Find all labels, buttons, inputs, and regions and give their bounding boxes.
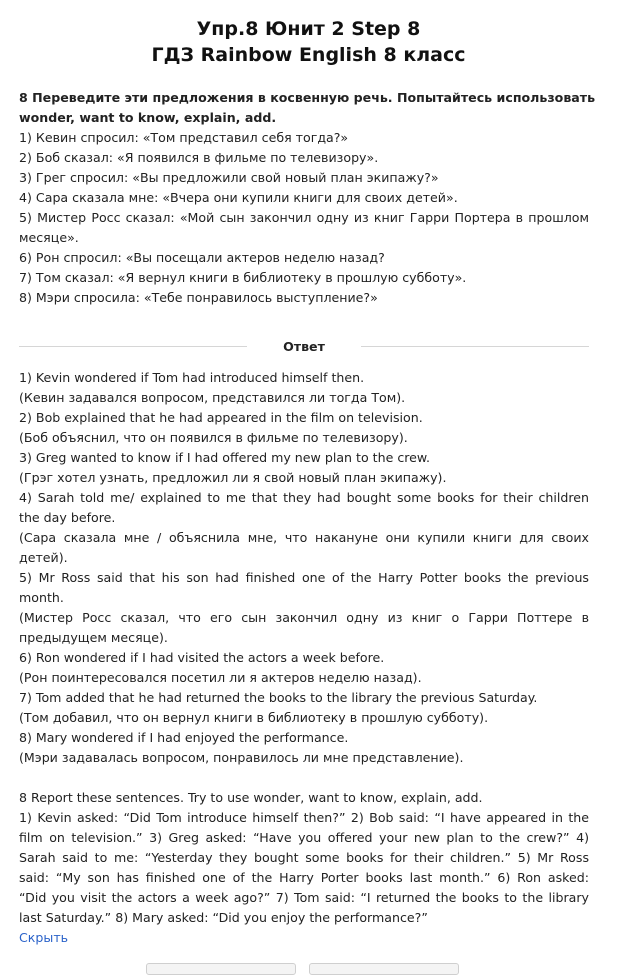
bottom-nav-tab-right[interactable] [309, 963, 459, 975]
task-item: 1) Кевин спросил: «Том представил себя тогда?» [19, 130, 349, 145]
answer-line: (Рон поинтересовался посетил ли я актеров неделю назад). [19, 670, 422, 685]
answer-divider [19, 336, 589, 358]
divider-rule-right [361, 346, 589, 347]
answer-line: 6) Ron wondered if I had visited the actors a week before. [19, 650, 385, 665]
page-title-line-1: Упр.8 Юнит 2 Step 8 [196, 18, 421, 40]
answer-line: (Кевин задавался вопросом, представился ли тогда Том). [19, 390, 406, 405]
page-title-line-2: ГДЗ Rainbow English 8 класс [151, 44, 466, 66]
hide-link[interactable]: Скрыть [19, 930, 69, 945]
task-instruction-line-2: wonder, want to know, explain, add. [19, 110, 277, 125]
original-line: film on television.” 3) Greg asked: “Have you offered your new plan to the crew?” 4) [19, 830, 589, 845]
original-line: 1) Kevin asked: “Did Tom introduce himself then?” 2) Bob said: “I have appeared in the [19, 810, 589, 825]
original-line: “Did you visit the actors a week ago?” 7) Tom said: “I returned the books to the library [19, 890, 589, 905]
answer-line: предыдущем месяце). [19, 630, 168, 645]
answer-line: 2) Bob explained that he had appeared in the film on television. [19, 410, 423, 425]
answer-line: 4) Sarah told me/ explained to me that they had bought some books for their children [19, 490, 589, 505]
task-item: 4) Сара сказала мне: «Вчера они купили книги для своих детей». [19, 190, 458, 205]
task-item: 8) Мэри спросила: «Тебе понравилось выступление?» [19, 290, 378, 305]
original-line: said: “My son has finished one of the Harry Porter books last month.” 6) Ron asked: [19, 870, 589, 885]
answer-heading: Ответ [283, 339, 325, 354]
answer-line: the day before. [19, 510, 116, 525]
task-item: 6) Рон спросил: «Вы посещали актеров неделю назад? [19, 250, 385, 265]
answer-line: month. [19, 590, 64, 605]
original-task-block [19, 788, 589, 928]
answer-line: 8) Mary wondered if I had enjoyed the performance. [19, 730, 349, 745]
answer-line: детей). [19, 550, 68, 565]
answer-line: (Сара сказала мне / объяснила мне, что накануне они купили книги для своих [19, 530, 589, 545]
answer-line: (Мэри задавалась вопросом, понравилось ли мне представление). [19, 750, 464, 765]
answer-line: 3) Greg wanted to know if I had offered my new plan to the crew. [19, 450, 431, 465]
answer-line: 5) Mr Ross said that his son had finished one of the Harry Potter books the previous [19, 570, 589, 585]
task-item: 2) Боб сказал: «Я появился в фильме по телевизору». [19, 150, 379, 165]
task-block [19, 88, 596, 308]
original-line: 8 Report these sentences. Try to use wonder, want to know, explain, add. [19, 790, 483, 805]
task-item: 3) Грег спросил: «Вы предложили свой новый план экипажу?» [19, 170, 439, 185]
original-line: last Saturday.” 8) Mary asked: “Did you enjoy the performance?” [19, 910, 428, 925]
answer-line: 7) Tom added that he had returned the books to the library the previous Saturday. [19, 690, 538, 705]
answer-line: (Боб объяснил, что он появился в фильме по телевизору). [19, 430, 408, 445]
original-line: Sarah said to me: “Yesterday they bought some books for their children.” 5) Mr Ross [19, 850, 589, 865]
answer-line: (Том добавил, что он вернул книги в библиотеку в прошлую субботу). [19, 710, 489, 725]
bottom-nav-tab-left[interactable] [146, 963, 296, 975]
task-item: месяце». [19, 230, 79, 245]
answer-line: (Мистер Росс сказал, что его сын закончил одну из книг о Гарри Поттере в [19, 610, 589, 625]
answer-block [19, 368, 589, 768]
divider-rule-left [19, 346, 247, 347]
task-item: 5) Мистер Росс сказал: «Мой сын закончил одну из книг Гарри Портера в прошлом [19, 210, 589, 225]
task-instruction-line-1: 8 Переведите эти предложения в косвенную речь. Попытайтесь использовать [19, 90, 596, 105]
answer-line: (Грэг хотел узнать, предложил ли я свой новый план экипажу). [19, 470, 447, 485]
task-item: 7) Том сказал: «Я вернул книги в библиотеку в прошлую субботу». [19, 270, 467, 285]
page-title [0, 16, 617, 68]
answer-line: 1) Kevin wondered if Tom had introduced himself then. [19, 370, 365, 385]
